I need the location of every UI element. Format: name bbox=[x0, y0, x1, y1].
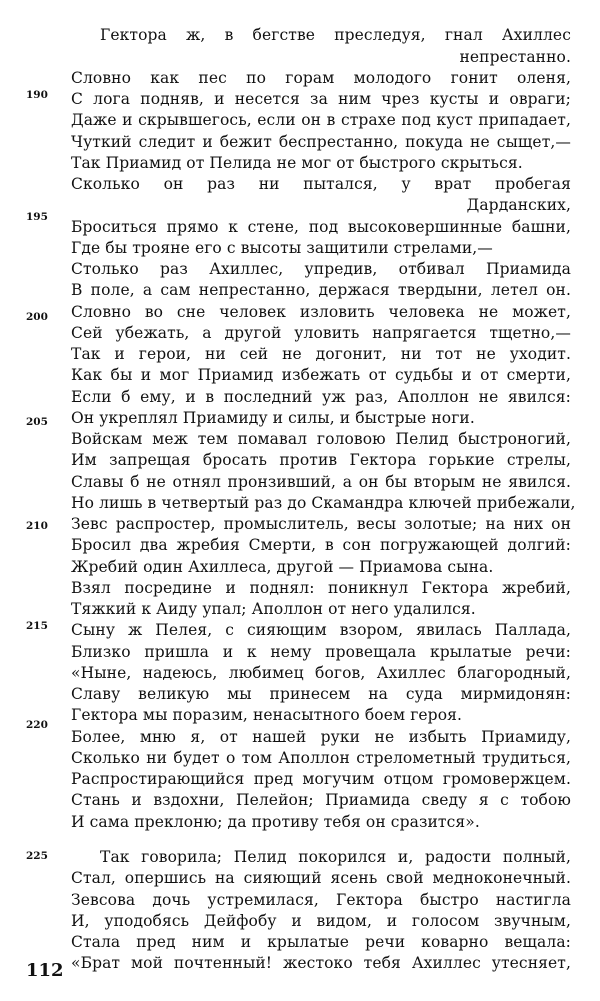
verse-line: Даже и скрывшегось, если он в страхе под куст припадает, bbox=[71, 111, 571, 129]
verse-line: Сколько он раз ни пытался, у врат пробегая bbox=[71, 175, 571, 193]
verse-line: Распростирающийся пред могучим отцом громовержцем. bbox=[71, 770, 571, 788]
verse-line: Славу великую мы принесем на суда мирмидонян: bbox=[71, 685, 571, 703]
verse-line: Более, мню я, от нашей руки не избыть Приамиду, bbox=[71, 728, 571, 746]
verse-line: непрестанно. bbox=[459, 48, 571, 66]
line-number: 200 bbox=[26, 311, 48, 323]
line-number: 205 bbox=[26, 416, 48, 428]
verse-line: Сколько ни будет о том Аполлон стрелометный трудиться, bbox=[71, 749, 571, 767]
line-number: 195 bbox=[26, 211, 48, 223]
verse-line: Как бы и мог Приамид избежать от судьбы и от смерти, bbox=[71, 366, 571, 384]
verse-line: Так и герои, ни сей не догонит, ни тот не уходит. bbox=[71, 345, 571, 363]
verse-line: Жребий один Ахиллеса, другой — Приамова сына. bbox=[71, 558, 494, 576]
verse-line: Но лишь в четвертый раз до Скамандра ключей прибежали, bbox=[71, 494, 576, 512]
verse-line: С лога подняв, и несется за ним чрез кусты и овраги; bbox=[71, 90, 571, 108]
verse-line: Войскам меж тем помавал головою Пелид быстроногий, bbox=[71, 430, 571, 448]
verse-line: Зевс распростер, промыслитель, весы золотые; на них он bbox=[71, 515, 571, 533]
verse-line: И, уподобясь Дейфобу и видом, и голосом звучным, bbox=[71, 912, 571, 930]
verse-line: Броситься прямо к стене, под высоковершинные башни, bbox=[71, 218, 571, 236]
verse-line: Сыну ж Пелея, с сияющим взором, явилась Паллада, bbox=[71, 621, 571, 639]
line-number: 190 bbox=[26, 89, 48, 101]
verse-line: Столько раз Ахиллес, упредив, отбивал Приамида bbox=[71, 260, 571, 278]
verse-line: Так говорила; Пелид покорился и, радости полный, bbox=[100, 848, 571, 866]
verse-line: Чуткий следит и бежит беспрестанно, покуда не сыщет,— bbox=[71, 133, 571, 151]
verse-line: Тяжкий к Аиду упал; Аполлон от него удалился. bbox=[71, 600, 476, 618]
verse-line: Сей убежать, а другой уловить напрягается тщетно,— bbox=[71, 324, 571, 342]
verse-line: Стань и вздохни, Пелейон; Приамида сведу я с тобою bbox=[71, 791, 571, 809]
verse-line: Бросил два жребия Смерти, в сон погружающей долгий: bbox=[71, 536, 571, 554]
verse-line: Дарданских, bbox=[466, 196, 571, 214]
line-number: 210 bbox=[26, 520, 48, 532]
line-number: 225 bbox=[26, 850, 48, 862]
verse-line: Словно как пес по горам молодого гонит оленя, bbox=[71, 69, 571, 87]
verse-line: Где бы трояне его с высоты защитили стрелами,— bbox=[71, 239, 493, 257]
page-number: 112 bbox=[26, 960, 64, 981]
verse-line: Близко пришла и к нему провещала крылатые речи: bbox=[71, 643, 571, 661]
verse-line: Он укреплял Приамиду и силы, и быстрые ноги. bbox=[71, 409, 475, 427]
verse-line: Так Приамид от Пелида не мог от быстрого скрыться. bbox=[71, 154, 523, 172]
verse-line: Им запрещая бросать против Гектора горькие стрелы, bbox=[71, 451, 571, 469]
line-number: 220 bbox=[26, 719, 48, 731]
verse-line: Славы б не отнял пронзивший, а он бы вторым не явился. bbox=[71, 473, 571, 491]
verse-line: Гектора ж, в бегстве преследуя, гнал Ахиллес bbox=[100, 26, 571, 44]
line-number: 215 bbox=[26, 620, 48, 632]
verse-line: «Ныне, надеюсь, любимец богов, Ахиллес благородный, bbox=[71, 664, 571, 682]
verse-line: Стала пред ним и крылатые речи коварно вещала: bbox=[71, 933, 571, 951]
verse-line: Зевсова дочь устремилася, Гектора быстро настигла bbox=[71, 891, 571, 909]
verse-line: «Брат мой почтенный! жестоко тебя Ахиллес утесняет, bbox=[71, 954, 571, 972]
verse-line: Гектора мы поразим, ненасытного боем героя. bbox=[71, 706, 463, 724]
verse-line: Словно во сне человек изловить человека не может, bbox=[71, 303, 571, 321]
verse-line: Взял посредине и поднял: поникнул Гектора жребий, bbox=[71, 579, 571, 597]
verse-line: Если б ему, и в последний уж раз, Аполлон не явился: bbox=[71, 388, 571, 406]
verse-line: Стал, опершись на сияющий ясень свой медноконечный. bbox=[71, 869, 571, 887]
verse-line: В поле, а сам непрестанно, держася твердыни, летел он. bbox=[71, 281, 571, 299]
verse-line: И сама преклоню; да противу тебя он сразится». bbox=[71, 813, 480, 831]
